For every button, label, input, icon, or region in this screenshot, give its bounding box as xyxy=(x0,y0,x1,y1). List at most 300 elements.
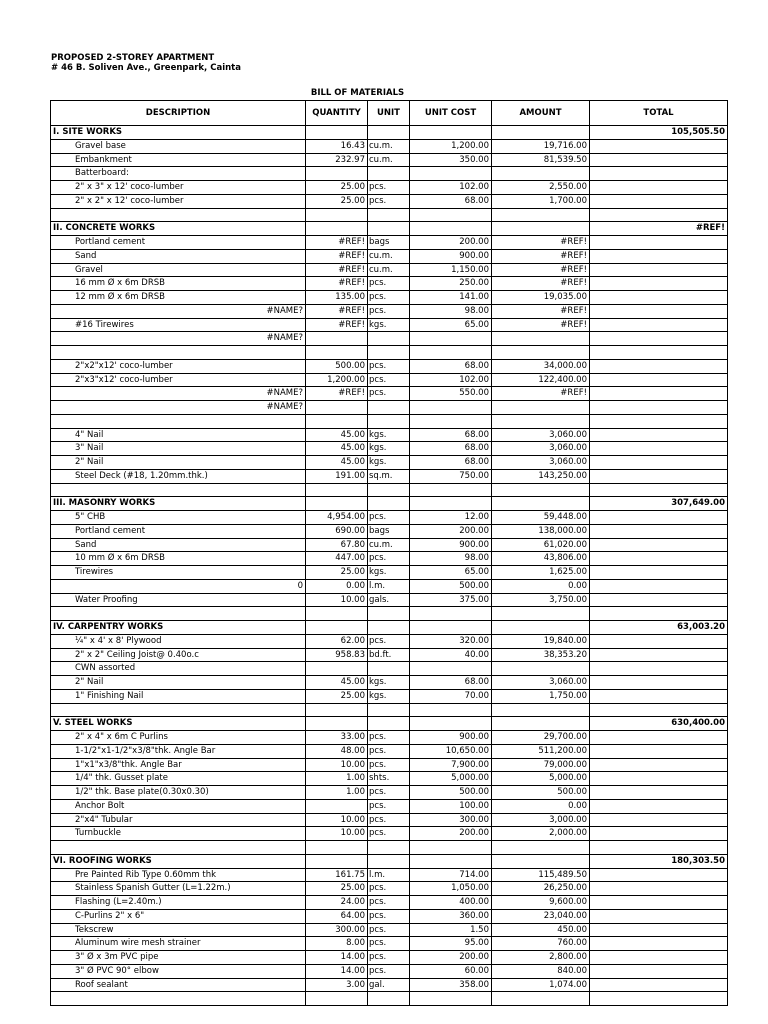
total-cell xyxy=(590,194,728,208)
quantity-cell xyxy=(306,414,368,428)
description-cell xyxy=(51,827,306,841)
unit-cell: pcs. xyxy=(368,731,410,745)
description-cell xyxy=(51,167,306,181)
amount-cell: #REF! xyxy=(492,249,590,263)
table-row xyxy=(51,318,728,332)
description-cell xyxy=(51,909,306,923)
total-cell xyxy=(590,841,728,855)
table-row xyxy=(51,263,728,277)
description-cell xyxy=(51,951,306,965)
unit-cost-cell xyxy=(410,717,492,731)
total-cell xyxy=(590,181,728,195)
unit-cell: bd.ft. xyxy=(368,648,410,662)
total-cell xyxy=(590,291,728,305)
description-cell xyxy=(51,648,306,662)
table-row xyxy=(51,579,728,593)
table-row xyxy=(51,194,728,208)
total-cell xyxy=(590,511,728,525)
unit-cost-cell xyxy=(410,222,492,236)
amount-cell: 81,539.50 xyxy=(492,153,590,167)
unit-cell: pcs. xyxy=(368,744,410,758)
total-cell: #REF! xyxy=(590,222,728,236)
unit-cost-cell: 12.00 xyxy=(410,511,492,525)
quantity-cell: 135.00 xyxy=(306,291,368,305)
project-address: # 46 B. Soliven Ave., Greenpark, Cainta xyxy=(51,63,241,73)
unit-cost-cell: 900.00 xyxy=(410,538,492,552)
unit-cost-cell: 550.00 xyxy=(410,387,492,401)
item-description: 5" CHB xyxy=(75,512,106,522)
total-cell xyxy=(590,964,728,978)
amount-cell xyxy=(492,483,590,497)
table-row xyxy=(51,552,728,566)
unit-cell xyxy=(368,126,410,140)
total-cell xyxy=(590,813,728,827)
description-cell xyxy=(51,442,306,456)
total-cell xyxy=(590,731,728,745)
description-cell xyxy=(51,139,306,153)
quantity-cell: 62.00 xyxy=(306,634,368,648)
item-description: ¼" x 4' x 8' Plywood xyxy=(75,635,162,646)
total-cell xyxy=(590,703,728,717)
quantity-cell: 10.00 xyxy=(306,593,368,607)
item-description: 3" Ø PVC 90° elbow xyxy=(75,965,159,976)
item-description: Turnbuckle xyxy=(75,828,121,839)
amount-cell xyxy=(492,621,590,635)
quantity-cell: 25.00 xyxy=(306,194,368,208)
total-cell xyxy=(590,359,728,373)
unit-cost-cell: 900.00 xyxy=(410,249,492,263)
table-row xyxy=(51,373,728,387)
amount-cell: 3,060.00 xyxy=(492,456,590,470)
item-description: 16 mm Ø x 6m DRSB xyxy=(75,278,165,289)
unit-cost-cell: 500.00 xyxy=(410,579,492,593)
description-cell xyxy=(51,524,306,538)
item-description: 2" x 2" Ceiling Joist@ 0.40o.c xyxy=(75,649,199,660)
item-description: Stainless Spanish Gutter (L=1.22m.) xyxy=(75,883,231,894)
item-description: 1-1/2"x1-1/2"x3/8"thk. Angle Bar xyxy=(75,745,216,756)
quantity-cell: 24.00 xyxy=(306,896,368,910)
unit-cost-cell: 200.00 xyxy=(410,236,492,250)
unit-cell: kgs. xyxy=(368,318,410,332)
description-cell xyxy=(51,786,306,800)
description-cell xyxy=(51,593,306,607)
unit-cell: cu.m. xyxy=(368,263,410,277)
quantity-cell: 1.00 xyxy=(306,772,368,786)
amount-cell: 2,000.00 xyxy=(492,827,590,841)
unit-cost-cell: 68.00 xyxy=(410,676,492,690)
quantity-cell: 161.75 xyxy=(306,868,368,882)
table-row xyxy=(51,786,728,800)
unit-cell: pcs. xyxy=(368,758,410,772)
unit-cost-cell: 300.00 xyxy=(410,813,492,827)
unit-cell: pcs. xyxy=(368,277,410,291)
unit-cell: shts. xyxy=(368,772,410,786)
header-unit-cost: UNIT COST xyxy=(410,101,492,126)
quantity-cell xyxy=(306,992,368,1006)
description-cell xyxy=(51,607,306,621)
quantity-cell: 45.00 xyxy=(306,456,368,470)
quantity-cell: 25.00 xyxy=(306,181,368,195)
description-cell xyxy=(51,964,306,978)
quantity-cell: #REF! xyxy=(306,263,368,277)
amount-cell: 1,074.00 xyxy=(492,978,590,992)
total-cell: 105,505.50 xyxy=(590,126,728,140)
total-cell xyxy=(590,978,728,992)
item-description: C-Purlins 2" x 6" xyxy=(75,910,145,921)
item-description: 10 mm Ø x 6m DRSB xyxy=(75,553,165,564)
unit-cell: pcs. xyxy=(368,359,410,373)
unit-cost-cell: 102.00 xyxy=(410,181,492,195)
quantity-cell: #REF! xyxy=(306,318,368,332)
item-description: Anchor Bolt xyxy=(75,800,125,811)
description-cell: VI. ROOFING WORKS xyxy=(51,854,306,868)
unit-cost-cell xyxy=(410,208,492,222)
description-cell xyxy=(51,813,306,827)
unit-cell xyxy=(368,992,410,1006)
amount-cell xyxy=(492,401,590,415)
quantity-cell: 64.00 xyxy=(306,909,368,923)
total-cell xyxy=(590,456,728,470)
total-cell xyxy=(590,153,728,167)
quantity-cell: 25.00 xyxy=(306,689,368,703)
unit-cost-cell: 68.00 xyxy=(410,359,492,373)
table-row xyxy=(51,634,728,648)
total-cell: 63,003.20 xyxy=(590,621,728,635)
item-description: Tirewires xyxy=(75,567,114,577)
amount-cell xyxy=(492,346,590,360)
unit-cell xyxy=(368,621,410,635)
description-cell: IV. CARPENTRY WORKS xyxy=(51,621,306,635)
description-cell xyxy=(51,456,306,470)
table-row xyxy=(51,346,728,360)
unit-cell xyxy=(368,222,410,236)
amount-cell: 29,700.00 xyxy=(492,731,590,745)
amount-cell xyxy=(492,497,590,511)
item-description: Gravel base xyxy=(75,140,126,151)
item-description: 2"x3"x12' coco-lumber xyxy=(75,374,173,385)
quantity-cell: 25.00 xyxy=(306,882,368,896)
total-cell xyxy=(590,373,728,387)
table-row xyxy=(51,964,728,978)
total-cell xyxy=(590,524,728,538)
table-row xyxy=(51,951,728,965)
table-row xyxy=(51,731,728,745)
total-cell xyxy=(590,442,728,456)
unit-cost-cell: 1,200.00 xyxy=(410,139,492,153)
description-cell xyxy=(51,676,306,690)
item-description: 12 mm Ø x 6m DRSB xyxy=(75,292,165,302)
unit-cost-cell: 68.00 xyxy=(410,428,492,442)
item-description: Tekscrew xyxy=(75,924,114,935)
description-cell xyxy=(51,194,306,208)
description-cell: #NAME? xyxy=(51,332,306,346)
table-row xyxy=(51,236,728,250)
unit-cell xyxy=(368,483,410,497)
quantity-cell: 4,954.00 xyxy=(306,511,368,525)
unit-cell: pcs. xyxy=(368,882,410,896)
description-cell xyxy=(51,978,306,992)
unit-cost-cell xyxy=(410,346,492,360)
amount-cell: 0.00 xyxy=(492,799,590,813)
unit-cost-cell xyxy=(410,992,492,1006)
total-cell xyxy=(590,579,728,593)
unit-cost-cell: 68.00 xyxy=(410,456,492,470)
amount-cell xyxy=(492,703,590,717)
total-cell xyxy=(590,676,728,690)
item-description: 3" Ø x 3m PVC pipe xyxy=(75,952,159,962)
total-cell xyxy=(590,249,728,263)
amount-cell: 1,750.00 xyxy=(492,689,590,703)
item-description: Flashing (L=2.40m.) xyxy=(75,897,162,907)
amount-cell: 1,625.00 xyxy=(492,566,590,580)
description-cell xyxy=(51,318,306,332)
total-cell xyxy=(590,167,728,181)
item-description: 2" x 4" x 6m C Purlins xyxy=(75,732,168,742)
unit-cell xyxy=(368,497,410,511)
unit-cell: pcs. xyxy=(368,799,410,813)
quantity-cell: 690.00 xyxy=(306,524,368,538)
quantity-cell: 14.00 xyxy=(306,951,368,965)
table-row xyxy=(51,882,728,896)
unit-cell xyxy=(368,401,410,415)
table-row xyxy=(51,648,728,662)
unit-cell: l.m. xyxy=(368,868,410,882)
unit-cell xyxy=(368,332,410,346)
description-cell xyxy=(51,992,306,1006)
description-cell xyxy=(51,181,306,195)
total-cell xyxy=(590,552,728,566)
description-cell xyxy=(51,566,306,580)
table-body xyxy=(51,126,728,1006)
quantity-cell xyxy=(306,799,368,813)
description-cell: #NAME? xyxy=(51,387,306,401)
total-cell xyxy=(590,882,728,896)
description-cell: #NAME? xyxy=(51,401,306,415)
quantity-cell: 45.00 xyxy=(306,676,368,690)
total-cell xyxy=(590,538,728,552)
quantity-cell: 958.83 xyxy=(306,648,368,662)
unit-cell: kgs. xyxy=(368,456,410,470)
header-amount: AMOUNT xyxy=(492,101,590,126)
quantity-cell: 45.00 xyxy=(306,428,368,442)
description-cell xyxy=(51,799,306,813)
unit-cost-cell: 1.50 xyxy=(410,923,492,937)
description-cell xyxy=(51,208,306,222)
description-cell xyxy=(51,841,306,855)
quantity-cell: 48.00 xyxy=(306,744,368,758)
unit-cell: pcs. xyxy=(368,634,410,648)
total-cell xyxy=(590,469,728,483)
item-description: 1" Finishing Nail xyxy=(75,690,144,701)
description-cell: III. MASONRY WORKS xyxy=(51,497,306,511)
item-description: Water Proofing xyxy=(75,594,138,605)
unit-cell: pcs. xyxy=(368,786,410,800)
table-row xyxy=(51,607,728,621)
description-cell xyxy=(51,882,306,896)
description-cell xyxy=(51,277,306,291)
description-cell: II. CONCRETE WORKS xyxy=(51,222,306,236)
unit-cell: pcs. xyxy=(368,813,410,827)
unit-cell: bags xyxy=(368,524,410,538)
unit-cell: kgs. xyxy=(368,676,410,690)
unit-cell: pcs. xyxy=(368,304,410,318)
table-row xyxy=(51,978,728,992)
quantity-cell: 67.80 xyxy=(306,538,368,552)
amount-cell: #REF! xyxy=(492,236,590,250)
unit-cell: pcs. xyxy=(368,181,410,195)
table-row xyxy=(51,249,728,263)
unit-cell: pcs. xyxy=(368,373,410,387)
item-description: 1"x1"x3/8"thk. Angle Bar xyxy=(75,759,182,770)
unit-cell: kgs. xyxy=(368,428,410,442)
description-cell: #NAME? xyxy=(51,304,306,318)
unit-cell: pcs. xyxy=(368,511,410,525)
quantity-cell xyxy=(306,126,368,140)
unit-cell: cu.m. xyxy=(368,139,410,153)
amount-cell: #REF! xyxy=(492,387,590,401)
unit-cost-cell xyxy=(410,662,492,676)
unit-cell: kgs. xyxy=(368,566,410,580)
amount-cell: 3,000.00 xyxy=(492,813,590,827)
unit-cell: pcs. xyxy=(368,291,410,305)
amount-cell: 3,060.00 xyxy=(492,428,590,442)
item-description: Aluminum wire mesh strainer xyxy=(75,938,201,949)
quantity-cell: 1,200.00 xyxy=(306,373,368,387)
unit-cost-cell: 141.00 xyxy=(410,291,492,305)
table-row xyxy=(51,799,728,813)
description-cell xyxy=(51,758,306,772)
amount-cell: 122,400.00 xyxy=(492,373,590,387)
total-cell xyxy=(590,139,728,153)
amount-cell: 19,035.00 xyxy=(492,291,590,305)
total-cell xyxy=(590,428,728,442)
unit-cost-cell: 750.00 xyxy=(410,469,492,483)
total-cell xyxy=(590,277,728,291)
description-cell xyxy=(51,414,306,428)
unit-cost-cell xyxy=(410,841,492,855)
unit-cost-cell: 400.00 xyxy=(410,896,492,910)
unit-cell xyxy=(368,841,410,855)
amount-cell: 19,840.00 xyxy=(492,634,590,648)
quantity-cell xyxy=(306,662,368,676)
unit-cost-cell: 98.00 xyxy=(410,552,492,566)
amount-cell: #REF! xyxy=(492,277,590,291)
unit-cost-cell: 100.00 xyxy=(410,799,492,813)
unit-cost-cell: 10,650.00 xyxy=(410,744,492,758)
table-row xyxy=(51,139,728,153)
header-total: TOTAL xyxy=(590,101,728,126)
quantity-cell xyxy=(306,222,368,236)
total-cell xyxy=(590,593,728,607)
unit-cell: gals. xyxy=(368,593,410,607)
description-cell xyxy=(51,469,306,483)
item-description: Batterboard: xyxy=(75,168,129,179)
total-cell xyxy=(590,263,728,277)
total-cell: 630,400.00 xyxy=(590,717,728,731)
amount-cell: 760.00 xyxy=(492,937,590,951)
description-cell xyxy=(51,153,306,167)
description-cell xyxy=(51,689,306,703)
quantity-cell xyxy=(306,621,368,635)
description-cell xyxy=(51,359,306,373)
header-description: DESCRIPTION xyxy=(51,101,306,126)
quantity-cell: 8.00 xyxy=(306,937,368,951)
amount-cell: 19,716.00 xyxy=(492,139,590,153)
table-row xyxy=(51,841,728,855)
unit-cost-cell: 65.00 xyxy=(410,318,492,332)
unit-cost-cell xyxy=(410,332,492,346)
item-description: 2"x4" Tubular xyxy=(75,814,133,825)
quantity-cell: 300.00 xyxy=(306,923,368,937)
unit-cost-cell: 98.00 xyxy=(410,304,492,318)
amount-cell: 500.00 xyxy=(492,786,590,800)
unit-cost-cell: 900.00 xyxy=(410,731,492,745)
table-row xyxy=(51,359,728,373)
item-description: Sand xyxy=(75,539,97,550)
table-row xyxy=(51,703,728,717)
amount-cell: 840.00 xyxy=(492,964,590,978)
unit-cost-cell: 5,000.00 xyxy=(410,772,492,786)
amount-cell: 3,060.00 xyxy=(492,442,590,456)
unit-cost-cell xyxy=(410,414,492,428)
item-description: 1/2" thk. Base plate(0.30x0.30) xyxy=(75,787,209,797)
unit-cell: pcs. xyxy=(368,909,410,923)
section-row xyxy=(51,717,728,731)
unit-cost-cell: 68.00 xyxy=(410,194,492,208)
table-row xyxy=(51,511,728,525)
unit-cost-cell xyxy=(410,483,492,497)
unit-cost-cell xyxy=(410,621,492,635)
quantity-cell xyxy=(306,854,368,868)
unit-cost-cell: 7,900.00 xyxy=(410,758,492,772)
total-cell xyxy=(590,896,728,910)
unit-cell: sq.m. xyxy=(368,469,410,483)
table-row xyxy=(51,456,728,470)
table-row xyxy=(51,813,728,827)
item-description: Roof sealant xyxy=(75,979,128,990)
total-cell: 307,649.00 xyxy=(590,497,728,511)
quantity-cell: 10.00 xyxy=(306,758,368,772)
total-cell: 180,303.50 xyxy=(590,854,728,868)
item-description: 2"x2"x12' coco-lumber xyxy=(75,360,173,371)
unit-cost-cell: 360.00 xyxy=(410,909,492,923)
project-title: PROPOSED 2-STOREY APARTMENT xyxy=(51,53,215,63)
unit-cost-cell: 358.00 xyxy=(410,978,492,992)
total-cell xyxy=(590,566,728,580)
unit-cell xyxy=(368,703,410,717)
item-description: 2" x 2" x 12' coco-lumber xyxy=(75,195,184,206)
unit-cell: pcs. xyxy=(368,194,410,208)
total-cell xyxy=(590,401,728,415)
unit-cell xyxy=(368,607,410,621)
unit-cell: cu.m. xyxy=(368,538,410,552)
item-description: Portland cement xyxy=(75,237,146,247)
unit-cell xyxy=(368,346,410,360)
unit-cell xyxy=(368,208,410,222)
table-row xyxy=(51,937,728,951)
description-cell xyxy=(51,538,306,552)
unit-cell: pcs. xyxy=(368,964,410,978)
quantity-cell xyxy=(306,607,368,621)
unit-cell: pcs. xyxy=(368,552,410,566)
total-cell xyxy=(590,868,728,882)
amount-cell: 2,800.00 xyxy=(492,951,590,965)
table-row xyxy=(51,909,728,923)
table-header-row xyxy=(51,101,728,126)
description-cell xyxy=(51,483,306,497)
quantity-cell xyxy=(306,841,368,855)
table-row xyxy=(51,387,728,401)
